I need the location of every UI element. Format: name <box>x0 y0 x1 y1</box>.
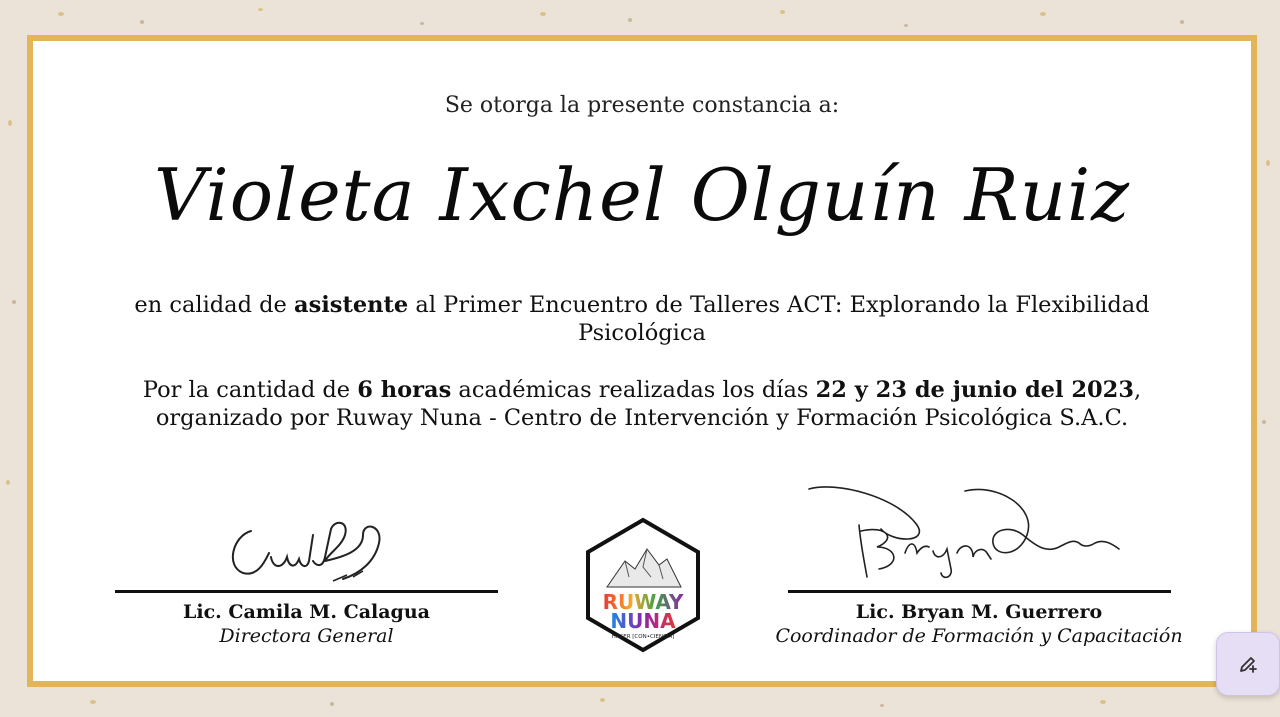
hours-text-a: Por la cantidad de <box>142 377 358 403</box>
logo-line1: RUWAY <box>602 590 684 614</box>
signer-left-name: Lic. Camila M. Calagua <box>183 601 430 623</box>
hours-paragraph <box>93 376 1191 432</box>
signature-line-right <box>788 590 1171 593</box>
signature-left <box>213 491 393 591</box>
recipient-name: Violeta Ixchel Olguín Ruiz <box>153 153 1131 237</box>
signature-line-left <box>115 590 498 593</box>
attendance-paragraph <box>93 291 1191 347</box>
ruway-nuna-logo <box>585 517 701 653</box>
signature-right <box>797 477 1127 587</box>
event-dates: 22 y 23 de junio del 2023 <box>815 377 1134 403</box>
hours-value: 6 horas <box>357 377 452 403</box>
attendance-text-c: al Primer Encuentro de Talleres ACT: Explorando la Flexibilidad Psicológica <box>408 292 1150 346</box>
signer-right-name: Lic. Bryan M. Guerrero <box>855 601 1103 623</box>
attendance-role: asistente <box>294 292 409 318</box>
intro-text: Se otorga la presente constancia a: <box>444 93 840 118</box>
edit-button[interactable] <box>1216 632 1280 696</box>
attendance-text-a: en calidad de <box>134 292 295 318</box>
signer-left-title: Directora General <box>219 625 394 647</box>
logo-line2: NUNA <box>610 609 676 633</box>
signer-right-title: Coordinador de Formación y Capacitación <box>775 625 1183 647</box>
hours-text-c: académicas realizadas los días <box>451 377 816 403</box>
hours-text-e: , organizado por Ruway Nuna - Centro de Intervención y Formación Psicológica S.A.C. <box>155 377 1142 431</box>
certificate-frame <box>27 35 1257 687</box>
logo-tagline: HACER [CON•CIENCIA] <box>611 634 675 640</box>
pen-sparkle-icon <box>1237 653 1259 675</box>
